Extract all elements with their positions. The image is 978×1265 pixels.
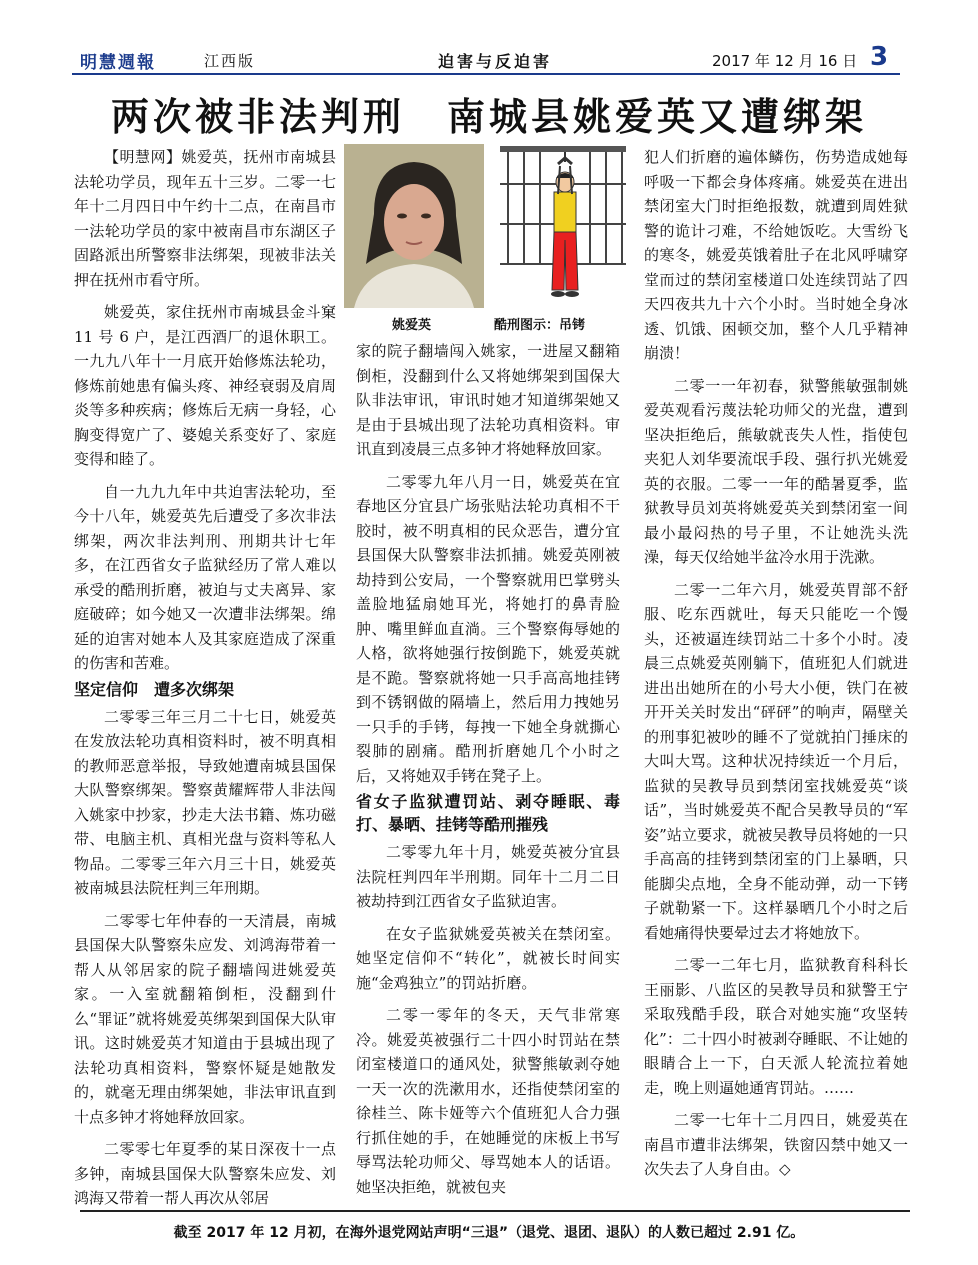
- paragraph: 二零一零年的冬天，天气非常寒冷。姚爱英被强行二十四小时罚站在禁闭室楼道口的通风处，狱警熊敏剥夺她一天一次的洗漱用水，还指使禁闭室的徐桂兰、陈卡娅等六个值班犯人合力强行抓住她的手，在她睡觉的床板上书写辱骂法轮功师父、辱骂她本人的话语。她坚决拒绝，就被包夹: [356, 1006, 620, 1196]
- portrait-photo: [344, 144, 484, 308]
- masthead: [0, 0, 978, 80]
- hanging-handcuff-drawing: [496, 144, 630, 308]
- paragraph: 二零一一年初春，狱警熊敏强制姚爱英观看污蔑法轮功师父的光盘，遭到坚决拒绝后，熊敏就丧失人性，指使包夹犯人刘华要流氓手段、强行扒光姚爱英的衣服。二零一一年的酷暑夏季，监狱教导员刘英将姚爱英关到禁闭室一间最小最闷热的号子里，不让她洗头洗澡，每天仅给她半盆冷水用于洗漱。: [644, 376, 908, 566]
- paragraph: 在女子监狱姚爱英被关在禁闭室。她坚定信仰不“转化”，就被长时间实施“金鸡独立”的罚站折磨。: [356, 924, 620, 992]
- paragraph: 犯人们折磨的遍体鳞伤，伤势造成她每呼吸一下都会身体疼痛。姚爱英在进出禁闭室大门时拒绝报数，就遭到周姓狱警的诡计刁难，不给她饭吃。大雪纷飞的寒冬，姚爱英饿着肚子在北风呼啸穿堂而过的禁闭室楼道口处连续罚站了四天四夜共九十六个小时。当时她全身冰透、饥饿、困顿交加，整个人几乎精神崩溃！: [644, 148, 908, 362]
- paragraph: 【明慧网】姚爱英，抚州市南城县法轮功学员，现年五十三岁。二零一七年十二月四日中午约十二点，在南昌市一法轮功学员的家中被南昌市东湖区子固路派出所警察非法绑架，现被非法关押在抚州市看守所。: [74, 148, 336, 289]
- subheading: 省女子监狱遭罚站、剥夺睡眠、毒打、暴晒、挂铐等酷刑摧残: [356, 792, 620, 834]
- edition-label: 江西版: [204, 52, 256, 70]
- footer-divider: [80, 1210, 910, 1212]
- paragraph: 二零零七年仲春的一天清晨，南城县国保大队警察朱应发、刘鸿海带着一帮人从邻居家的院子翻墙闯进姚爱英家。一入室就翻箱倒柜，没翻到什么“罪证”就将姚爱英绑架到国保大队审讯。这时姚爱英才知道由于县城出现了法轮功真相资料，警察怀疑是她散发的，就毫无理由绑架她，非法审讯直到十点多钟才将她释放回家。: [74, 911, 336, 1126]
- portrait-image: [344, 144, 484, 308]
- paragraph: 二零零九年八月一日，姚爱英在宜春地区分宜县广场张贴法轮功真相不干胶时，被不明真相的民众恶告，遭分宜县国保大队警察非法抓捕。姚爱英刚被劫持到公安局，一个警察就用巴掌劈头盖脸地猛扇她耳光，将她打的鼻青脸肿、嘴里鲜血直淌。三个警察侮辱她的人格，欲将她强行按倒跪下，姚爱英就是不跪。警察就将她一只手高高地挂铐到不锈钢做的隔墙上，然后用力拽她另一只手的手铐，每拽一下她全身就撕心裂肺的剧痛。酷刑折磨她几个小时之后，又将她双手铐在凳子上。: [356, 472, 620, 785]
- article-column-2: [356, 339, 620, 1199]
- paragraph: 二零一二年六月，姚爱英胃部不舒服、吃东西就吐，每天只能吃一个馒头，还被逼连续罚站二十多个小时。凌晨三点姚爱英刚躺下，值班犯人们就进进出出她所在的小号大小便，铁门在被开开关关时发出“砰砰”的响声，隔壁关的刑事犯被吵的睡不了觉就拍门捶床的大叫大骂。这种状况持续近一个月后，监狱的吴教导员到禁闭室找姚爱英“谈话”，当时姚爱英不配合吴教导员的“军姿”站立要求，就被吴教导员将她的一只手高高的挂铐到禁闭室的门上暴晒，只能脚尖点地，全身不能动弹，动一下铐子就勒紧一下。这样暴晒几个小时之后看她痛得快要晕过去才将她放下。: [644, 580, 908, 942]
- page-number: 3: [870, 42, 889, 72]
- paragraph: 家的院子翻墙闯入姚家，一进屋又翻箱倒柜，没翻到什么又将她绑架到国保大队非法审讯，审讯时她才知道绑架她又是由于县城出现了法轮功真相资料。审讯直到凌晨三点多钟才将她释放回家。: [356, 342, 620, 458]
- paragraph: 二零一二年七月，监狱教育科科长王丽影、八监区的吴教导员和狱警王宁采取残酷手段，联合对她实施“攻坚转化”：二十四小时被剥夺睡眠、不让她的眼睛合上一下，白天派人轮流拉着她走，晚上则逼她通宵罚站。……: [644, 956, 908, 1097]
- torture-illustration: [496, 144, 630, 308]
- illustration-caption: 酷刑图示：吊铐: [494, 318, 586, 333]
- newspaper-logo: 明慧週報: [80, 53, 156, 73]
- masthead-divider: [72, 73, 900, 75]
- section-title: 迫害与反迫害: [438, 52, 553, 71]
- portrait-caption: 姚爱英: [392, 318, 432, 333]
- issue-date: 2017 年 12 月 16 日: [712, 52, 858, 70]
- article-column-3: [644, 145, 908, 1182]
- subheading: 坚定信仰 遭多次绑架: [74, 679, 235, 699]
- paragraph: 自一九九九年中共迫害法轮功，至今十八年，姚爱英先后遭受了多次非法绑架，两次非法判刑、刑期共计七年多，在江西省女子监狱经历了常人难以承受的酷刑折磨，被迫与丈夫离异、家庭破碎；如今她又一次遭非法绑架。绵延的迫害对她本人及其家庭造成了深重的伤害和苦难。: [74, 482, 336, 672]
- paragraph: 二零一七年十二月四日，姚爱英在南昌市遭非法绑架，铁窗囚禁中她又一次失去了人身自由。◇: [644, 1111, 908, 1178]
- paragraph: 二零零七年夏季的某日深夜十一点多钟，南城县国保大队警察朱应发、刘鸿海又带着一帮人再次从邻居: [74, 1140, 336, 1207]
- footer-notice: 截至 2017 年 12 月初，在海外退党网站声明“三退”（退党、退团、退队）的人数已超过 2.91 亿。: [173, 1225, 805, 1241]
- article-headline: 两次被非法判刑 南城县姚爱英又遭绑架: [110, 94, 867, 139]
- paragraph: 二零零九年十月，姚爱英被分宜县法院枉判四年半刑期。同年十二月二日被劫持到江西省女子监狱迫害。: [356, 843, 620, 910]
- paragraph: 姚爱英，家住抚州市南城县金斗窠 11 号 6 户，是江西酒厂的退休职工。一九九八年十一月底开始修炼法轮功，修炼前她患有偏头疼、神经衰弱及肩周炎等多种疾病；修炼后无病一身轻，心胸变得宽广了、婆媳关系变好了、家庭变得和睦了。: [74, 303, 336, 468]
- article-column-1: [74, 145, 336, 1211]
- paragraph: 二零零三年三月二十七日，姚爱英在发放法轮功真相资料时，被不明真相的教师恶意举报，导致她遭南城县国保大队警察绑架。警察黄耀辉带人非法闯入姚家中抄家，抄走大法书籍、炼功磁带、电脑主机、真相光盘与资料等私人物品。二零零三年六月三十日，姚爱英被南城县法院枉判三年刑期。: [74, 707, 336, 897]
